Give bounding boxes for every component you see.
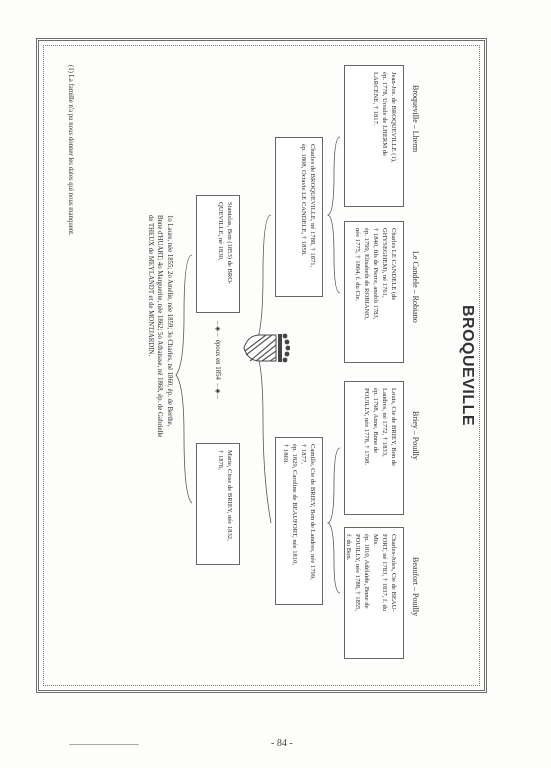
person-text: Charles-Jules, Cte de BEAU- FORT, né 1783, † 1837, f. du Mis. ép. 1810, Adélaïde, Bnne de POUILLY, née 1788, † 1855, f. du Bon. bbox=[345, 534, 397, 612]
person-text: Charles de BROQUEVILLE, né 1788, † 1871, ép. 1808, Octavie LE CANDELE, † 1858. bbox=[300, 144, 316, 268]
person-text: Louis, Cte de BRIEY, Bon de Landres, né 1772, † 1833, ép. 1798, Anne, Bnne de POUILLY, née 1778, † 1798. bbox=[363, 388, 397, 467]
page-number: - 84 - bbox=[271, 738, 293, 749]
brace-gen3 bbox=[176, 255, 192, 503]
footnote: (1) La famille n'a pu nous donner les dates qui nous manquent. bbox=[67, 65, 74, 236]
children-list: 1o Laure, née 1855; 2o Amélie, née 1859; 3o Charles, né 1860, ép. de Berthe, Bnne d'HUART; 4o Marguerite, née 1862; 5o Athanase, né 1868, ép. de Gabrielle de THEUX de MEYLANDT et de MONTJARDIN. bbox=[147, 215, 173, 438]
page-title: BROQUEVILLE bbox=[459, 304, 476, 427]
family-header-broqueville-lherm: Broqueville – Lherm bbox=[411, 85, 420, 153]
children-connector bbox=[43, 45, 480, 686]
ornament-left-icon: – ◈ – bbox=[214, 321, 221, 337]
person-text: Jean-Jos. de BROQUEVILLE (1), ép. 1778, Ursule de LHERM de LARCENE, † 1817. bbox=[372, 72, 397, 163]
person-text: Marie, Ctsse de BRIEY, née 1832, † 1876, bbox=[217, 450, 233, 541]
family-header-briey-pouilly: Briey – Pouilly bbox=[411, 411, 420, 460]
person-text: Camille, Cte de BRIEY, Bon de Landres, née 1799, † 1877, ép. 1829, Caroline de BEAUFORT, née 1810, † 1869. bbox=[282, 444, 316, 580]
genealogy-chart bbox=[43, 45, 480, 686]
person-text: Charles LE CANDELE (de GHYSEGHEM), né 1761, † 1840, fils de Pierre, anobli 1783, ép. 1799, Elisabeth de ROBIANO, née 1775, † 1864, f. du Cte. bbox=[354, 228, 397, 320]
divider bbox=[69, 744, 139, 745]
marriage-text: époux en 1854 bbox=[214, 339, 221, 380]
person-text: Stanislas, Bon (1853) de BRO- QUEVILLE, né 1830, bbox=[217, 202, 233, 285]
ornament-right-icon: – ◈ – bbox=[214, 383, 221, 399]
family-header-beaufort-pouilly: Beaufort – Pouilly bbox=[411, 557, 420, 617]
family-header-le-candele-robiano: Le Candele – Robiano bbox=[411, 251, 420, 323]
